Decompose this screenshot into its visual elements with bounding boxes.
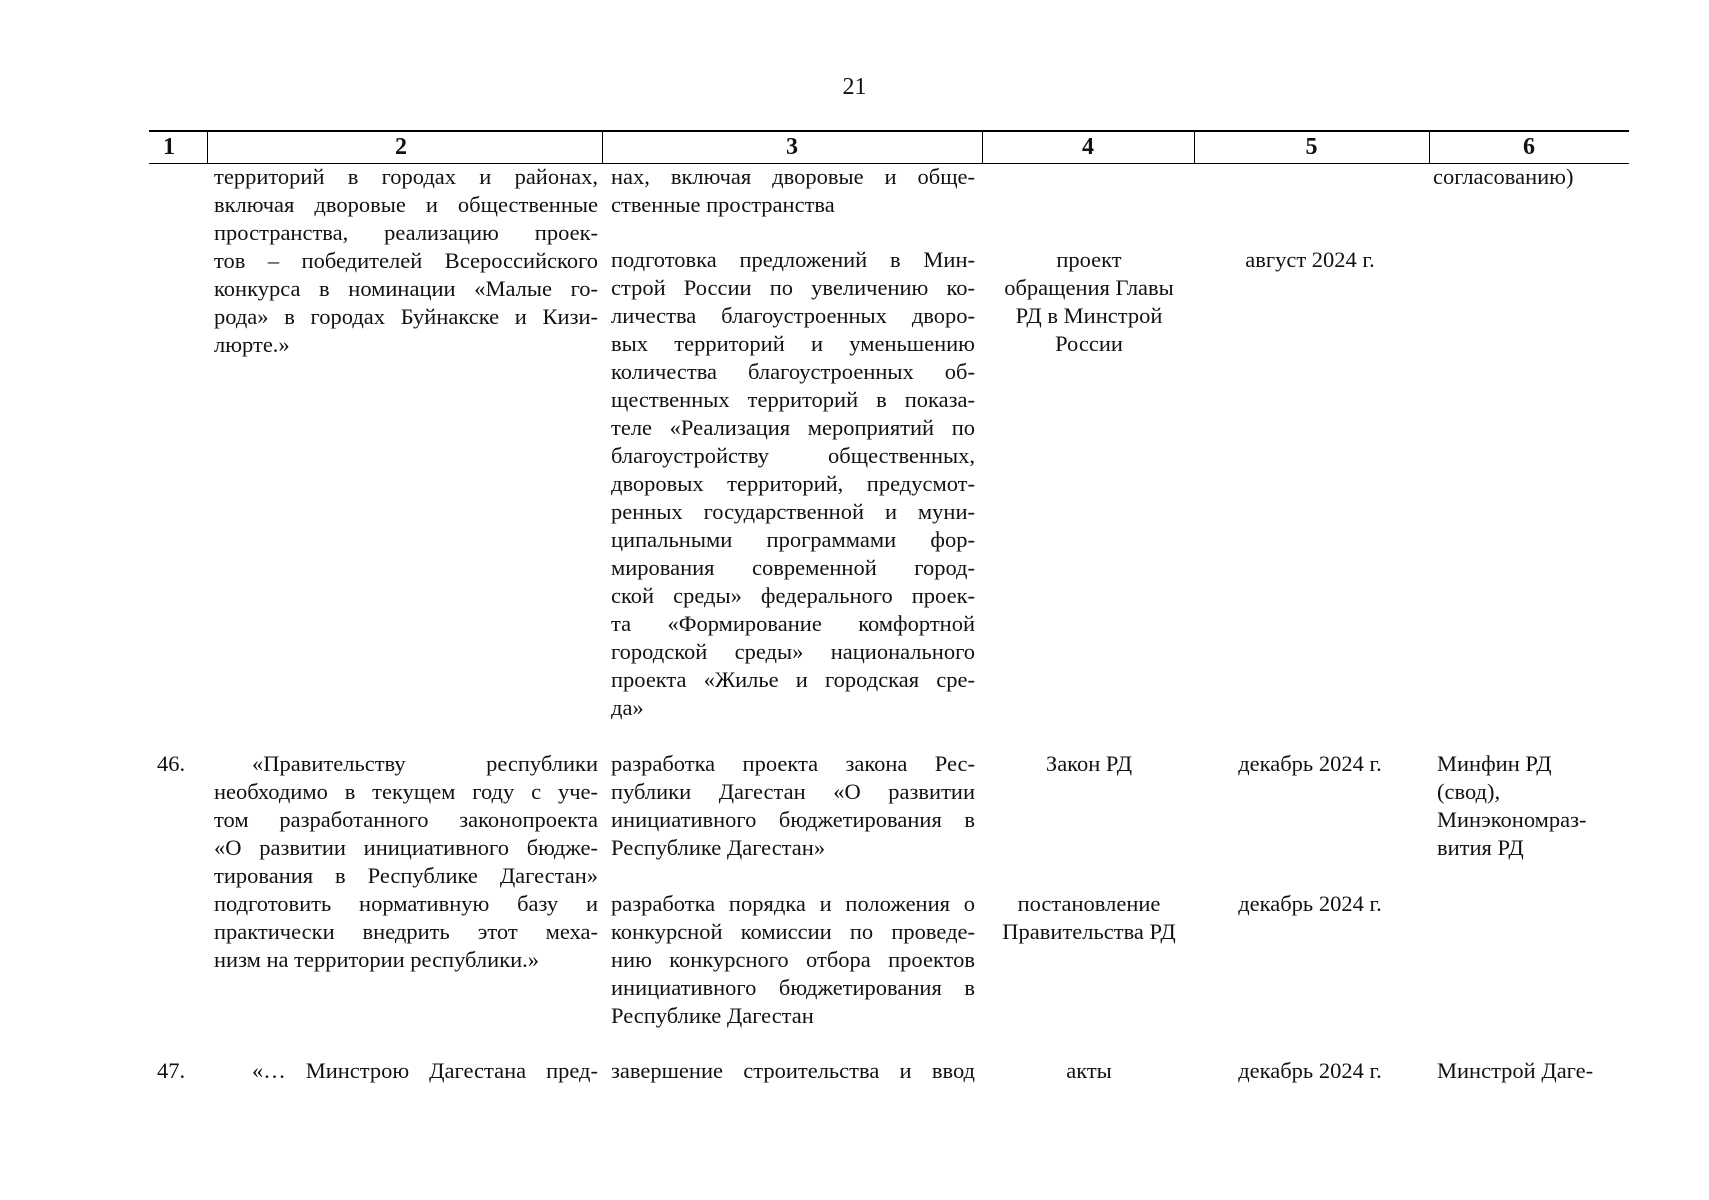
text-line: практически внедрить этот меха-: [214, 919, 598, 944]
text-line: необходимо в текущем году с уче-: [214, 779, 598, 804]
text-line: дворовых территорий, предусмот-: [611, 471, 975, 496]
text-line: разработка проекта закона Рес-: [611, 751, 975, 776]
cont-col4-text: [984, 246, 1194, 358]
text-line: подготовить нормативную базу и: [214, 891, 598, 916]
text-line: количества благоустроенных об-: [611, 359, 975, 384]
header-col-4: 4: [1082, 134, 1094, 160]
header-col-2: 2: [395, 134, 407, 160]
header-col-3: 3: [786, 134, 798, 160]
text-line: публики Дагестан «О развитии: [611, 779, 975, 804]
cont-col3-text-a: [611, 163, 975, 219]
text-line: «О развитии инициативного бюдже-: [214, 835, 598, 860]
text-line: (свод),: [1437, 779, 1501, 804]
text-line: пространства, реализацию проек-: [214, 220, 598, 245]
text-line: щественных территорий в показа-: [611, 387, 975, 412]
text-line: строй России по увеличению ко-: [611, 275, 975, 300]
row46-col4-text-a: [984, 750, 1194, 778]
cont-col3-text-b: [611, 246, 975, 722]
text-line: та «Формирование комфортной: [611, 611, 975, 636]
text-line: Правительства РД: [1002, 919, 1176, 944]
cont-col2-text: [214, 163, 598, 359]
text-line: проект: [1056, 247, 1122, 272]
text-line: люрте.»: [214, 332, 290, 357]
text-line: постановление: [1017, 891, 1161, 916]
text-line: низм на территории республики.»: [214, 947, 540, 972]
row46-col5-date-b: [1200, 890, 1420, 918]
row46-col5-date-a: [1200, 750, 1420, 778]
text-line: территорий в городах и районах,: [214, 164, 598, 189]
text-line: ципальными программами фор-: [611, 527, 975, 552]
text-line: подготовка предложений в Мин-: [611, 247, 975, 272]
text-line: согласованию): [1433, 164, 1574, 189]
text-line: акты: [1066, 1058, 1112, 1083]
header-col-1: 1: [163, 134, 175, 160]
text-line: «… Минстрою Дагестана пред-: [252, 1058, 598, 1083]
text-line: декабрь 2024 г.: [1238, 891, 1382, 916]
text-line: личества благоустроенных дворо-: [611, 303, 975, 328]
text-line: обращения Главы: [1004, 275, 1174, 300]
text-line: нию конкурсного отбора проектов: [611, 947, 975, 972]
text-line: «Правительству республики: [252, 751, 598, 776]
text-line: декабрь 2024 г.: [1238, 751, 1382, 776]
text-line: август 2024 г.: [1245, 247, 1375, 272]
page-number: 21: [842, 74, 867, 100]
cont-col5-date: [1200, 246, 1420, 274]
row46-col4-text-b: [984, 890, 1194, 946]
text-line: инициативного бюджетирования в: [611, 807, 975, 832]
text-line: проекта «Жилье и городская сре-: [611, 667, 975, 692]
text-line: разработка порядка и положения о: [611, 891, 975, 916]
text-line: завершение строительства и ввод: [611, 1058, 975, 1083]
text-line: Минфин РД: [1437, 751, 1552, 776]
text-line: ской среды» федерального проек-: [611, 583, 975, 608]
text-line: теле «Реализация мероприятий по: [611, 415, 975, 440]
row47-col6-text: [1437, 1057, 1637, 1085]
row47-col5-date: [1200, 1057, 1420, 1085]
text-line: городской среды» национального: [611, 639, 975, 664]
row46-col3-text-a: [611, 750, 975, 862]
row46-col6-text: [1437, 750, 1617, 862]
text-line: тирования в Республике Дагестан»: [214, 863, 598, 888]
row-number: 47.: [157, 1058, 186, 1083]
text-line: да»: [611, 695, 644, 720]
text-line: Минстрой Даге-: [1437, 1058, 1594, 1083]
text-line: благоустройству общественных,: [611, 443, 975, 468]
text-line: том разработанного законопроекта: [214, 807, 598, 832]
row47-col4-text: [984, 1057, 1194, 1085]
header-col-5: 5: [1305, 134, 1318, 160]
text-line: РД в Минстрой: [1015, 303, 1163, 328]
text-line: ственные пространства: [611, 192, 835, 217]
row46-col3-text-b: [611, 890, 975, 1030]
text-line: Закон РД: [1045, 751, 1133, 776]
row47-col2-text: [214, 1057, 598, 1085]
row46-col2-text: [214, 750, 598, 974]
text-line: Минэкономраз-: [1437, 807, 1587, 832]
text-line: декабрь 2024 г.: [1238, 1058, 1382, 1083]
text-line: ренных государственной и муни-: [611, 499, 975, 524]
text-line: рода» в городах Буйнакске и Кизи-: [214, 304, 598, 329]
text-line: конкурса в номинации «Малые го-: [214, 276, 598, 301]
row-number: 46.: [157, 751, 186, 776]
text-line: включая дворовые и общественные: [214, 192, 598, 217]
text-line: инициативного бюджетирования в: [611, 975, 975, 1000]
text-line: вых территорий и уменьшению: [611, 331, 975, 356]
text-line: мирования современной город-: [611, 555, 975, 580]
text-line: конкурсной комиссии по проведе-: [611, 919, 975, 944]
text-line: тов – победителей Всероссийского: [214, 248, 598, 273]
text-line: вития РД: [1437, 835, 1524, 860]
text-line: Республике Дагестан: [611, 1003, 814, 1028]
cont-col6-text: [1433, 163, 1613, 191]
text-line: нах, включая дворовые и обще-: [611, 164, 975, 189]
text-line: Республике Дагестан»: [611, 835, 826, 860]
header-col-6: 6: [1523, 134, 1535, 160]
text-line: России: [1055, 331, 1123, 356]
table-header-row: [149, 130, 1629, 164]
row47-col3-text: [611, 1057, 975, 1085]
